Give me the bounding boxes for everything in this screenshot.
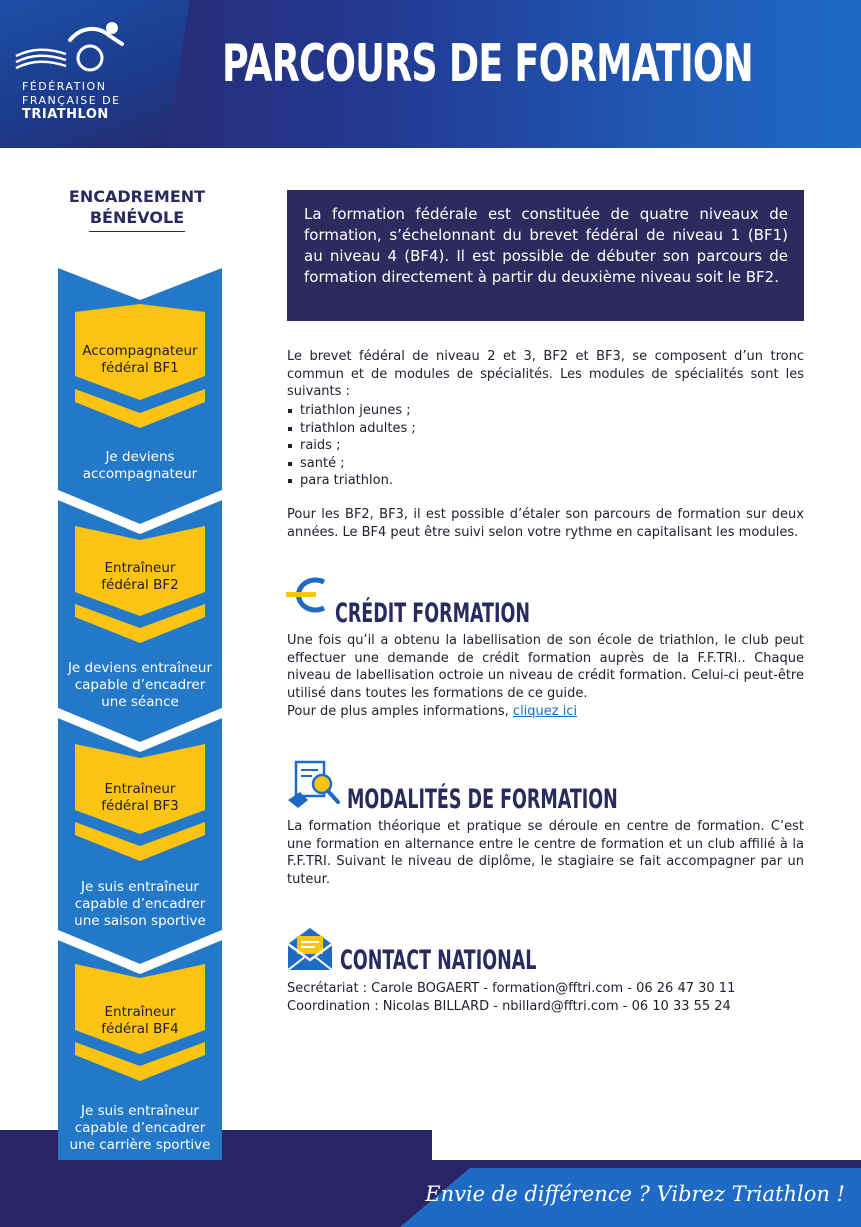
logo-line-2: FRANÇAISE DE [22,94,121,107]
level-bf4-label [62,1004,218,1038]
level-bf1-desc-line-2: accompagnateur [82,466,198,482]
list-item: santé ; [287,455,416,473]
intro-box: La formation fédérale est constituée de quatre niveaux de formation, s’échelonnant du brevet fédéral de niveau 1 (BF1) au niveau 4 (BF4). Il est possible de débuter son parcours de formation directement à partir du deuxième niveau soit le BF2. [287,190,804,321]
logo-line-3: TRIATHLON [22,107,109,122]
level-bf3-desc-line-1: Je suis entraîneur [81,879,199,895]
level-bf3-description [58,879,222,930]
level-bf1-label [62,343,218,377]
credit-formation-title: CRÉDIT FORMATION [335,598,530,629]
logo-line-1: FÉDÉRATION [22,80,107,93]
footer-slogan: Envie de différence ? Vibrez Triathlon ! [425,1182,845,1206]
level-bf4-label-line-2: fédéral BF4 [101,1021,179,1037]
level-bf2-desc-line-2: capable d’encadrer [74,677,206,693]
level-bf2-desc-line-3: une séance [101,694,179,710]
level-bf3-desc-line-3: une saison sportive [74,913,206,929]
list-item: triathlon jeunes ; [287,402,416,420]
track-title-line-1: ENCADREMENT [68,187,206,206]
level-bf1-label-line-1: Accompagnateur [82,343,198,359]
list-item: raids ; [287,437,416,455]
credit-info-link[interactable]: cliquez ici [512,704,578,719]
contact-secretariat: Secrétariat : Carole BOGAERT - formation@fftri.com - 06 26 47 30 11 [287,981,736,996]
track-title-line-2: BÉNÉVOLE [89,208,185,227]
list-item: para triathlon. [287,472,416,490]
level-bf2-description [58,660,222,711]
modalites-formation-text: La formation théorique et pratique se déroule en centre de formation. C’est une formation en alternance entre le centre de formation et un club affilié à la F.F.TRI. Suivant le niveau de diplôme, le stagiaire se fait accompagner par un tuteur. [287,819,804,887]
contact-coordination: Coordination : Nicolas BILLARD - nbillard@fftri.com - 06 10 33 55 24 [287,999,731,1014]
level-bf2-label-line-2: fédéral BF2 [101,577,179,593]
page-title: PARCOURS DE FORMATION [222,34,753,94]
credit-formation-text: Une fois qu’il a obtenu la labellisation de son école de triathlon, le club peut effectuer une demande de crédit formation auprès de la F.F.TRI.. Chaque niveau de labellisation octroie un niveau de crédit formation. Celui-ci peut-être utilisé dans toutes les formations de ce guide. [287,633,804,701]
envelope-icon [286,926,334,972]
level-bf4-desc-line-2: capable d’encadrer [74,1120,206,1136]
list-item: triathlon adultes ; [287,420,416,438]
level-bf1-desc-line-1: Je deviens [105,449,175,465]
level-bf2-label-line-1: Entraîneur [104,560,176,576]
level-bf4-desc-line-1: Je suis entraîneur [81,1103,199,1119]
document-search-icon [286,760,344,810]
spread-text: Pour les BF2, BF3, il est possible d’étaler son parcours de formation sur deux années. Le BF4 peut être suivi selon votre rythme en capitalisant les modules. [287,507,804,540]
credit-more-info-text: Pour de plus amples informations, [287,704,509,719]
level-bf1-description [58,449,222,483]
level-bf3-label [62,781,218,815]
specialty-modules-list [287,402,416,490]
level-bf2-label [62,560,218,594]
level-bf4-desc-line-3: une carrière sportive [69,1137,211,1153]
level-bf1-label-line-2: fédéral BF1 [101,360,179,376]
formation-track [0,0,290,1227]
level-bf2-desc-line-1: Je deviens entraîneur [67,660,213,676]
level-bf4-label-line-1: Entraîneur [104,1004,176,1020]
modalites-formation-title: MODALITÉS DE FORMATION [347,784,618,815]
contact-national-title: CONTACT NATIONAL [340,945,537,976]
level-bf3-label-line-2: fédéral BF3 [101,798,179,814]
credit-more-info [287,703,804,721]
level-bf3-desc-line-2: capable d’encadrer [74,896,206,912]
footer-band [0,1130,861,1227]
level-bf3-label-line-1: Entraîneur [104,781,176,797]
modules-intro-text: Le brevet fédéral de niveau 2 et 3, BF2 et BF3, se composent d’un tronc commun et de modules de spécialités. Les modules de spécialités sont les suivants : [287,349,804,399]
track-segment-bf1 [58,268,222,524]
euro-icon [286,576,332,614]
